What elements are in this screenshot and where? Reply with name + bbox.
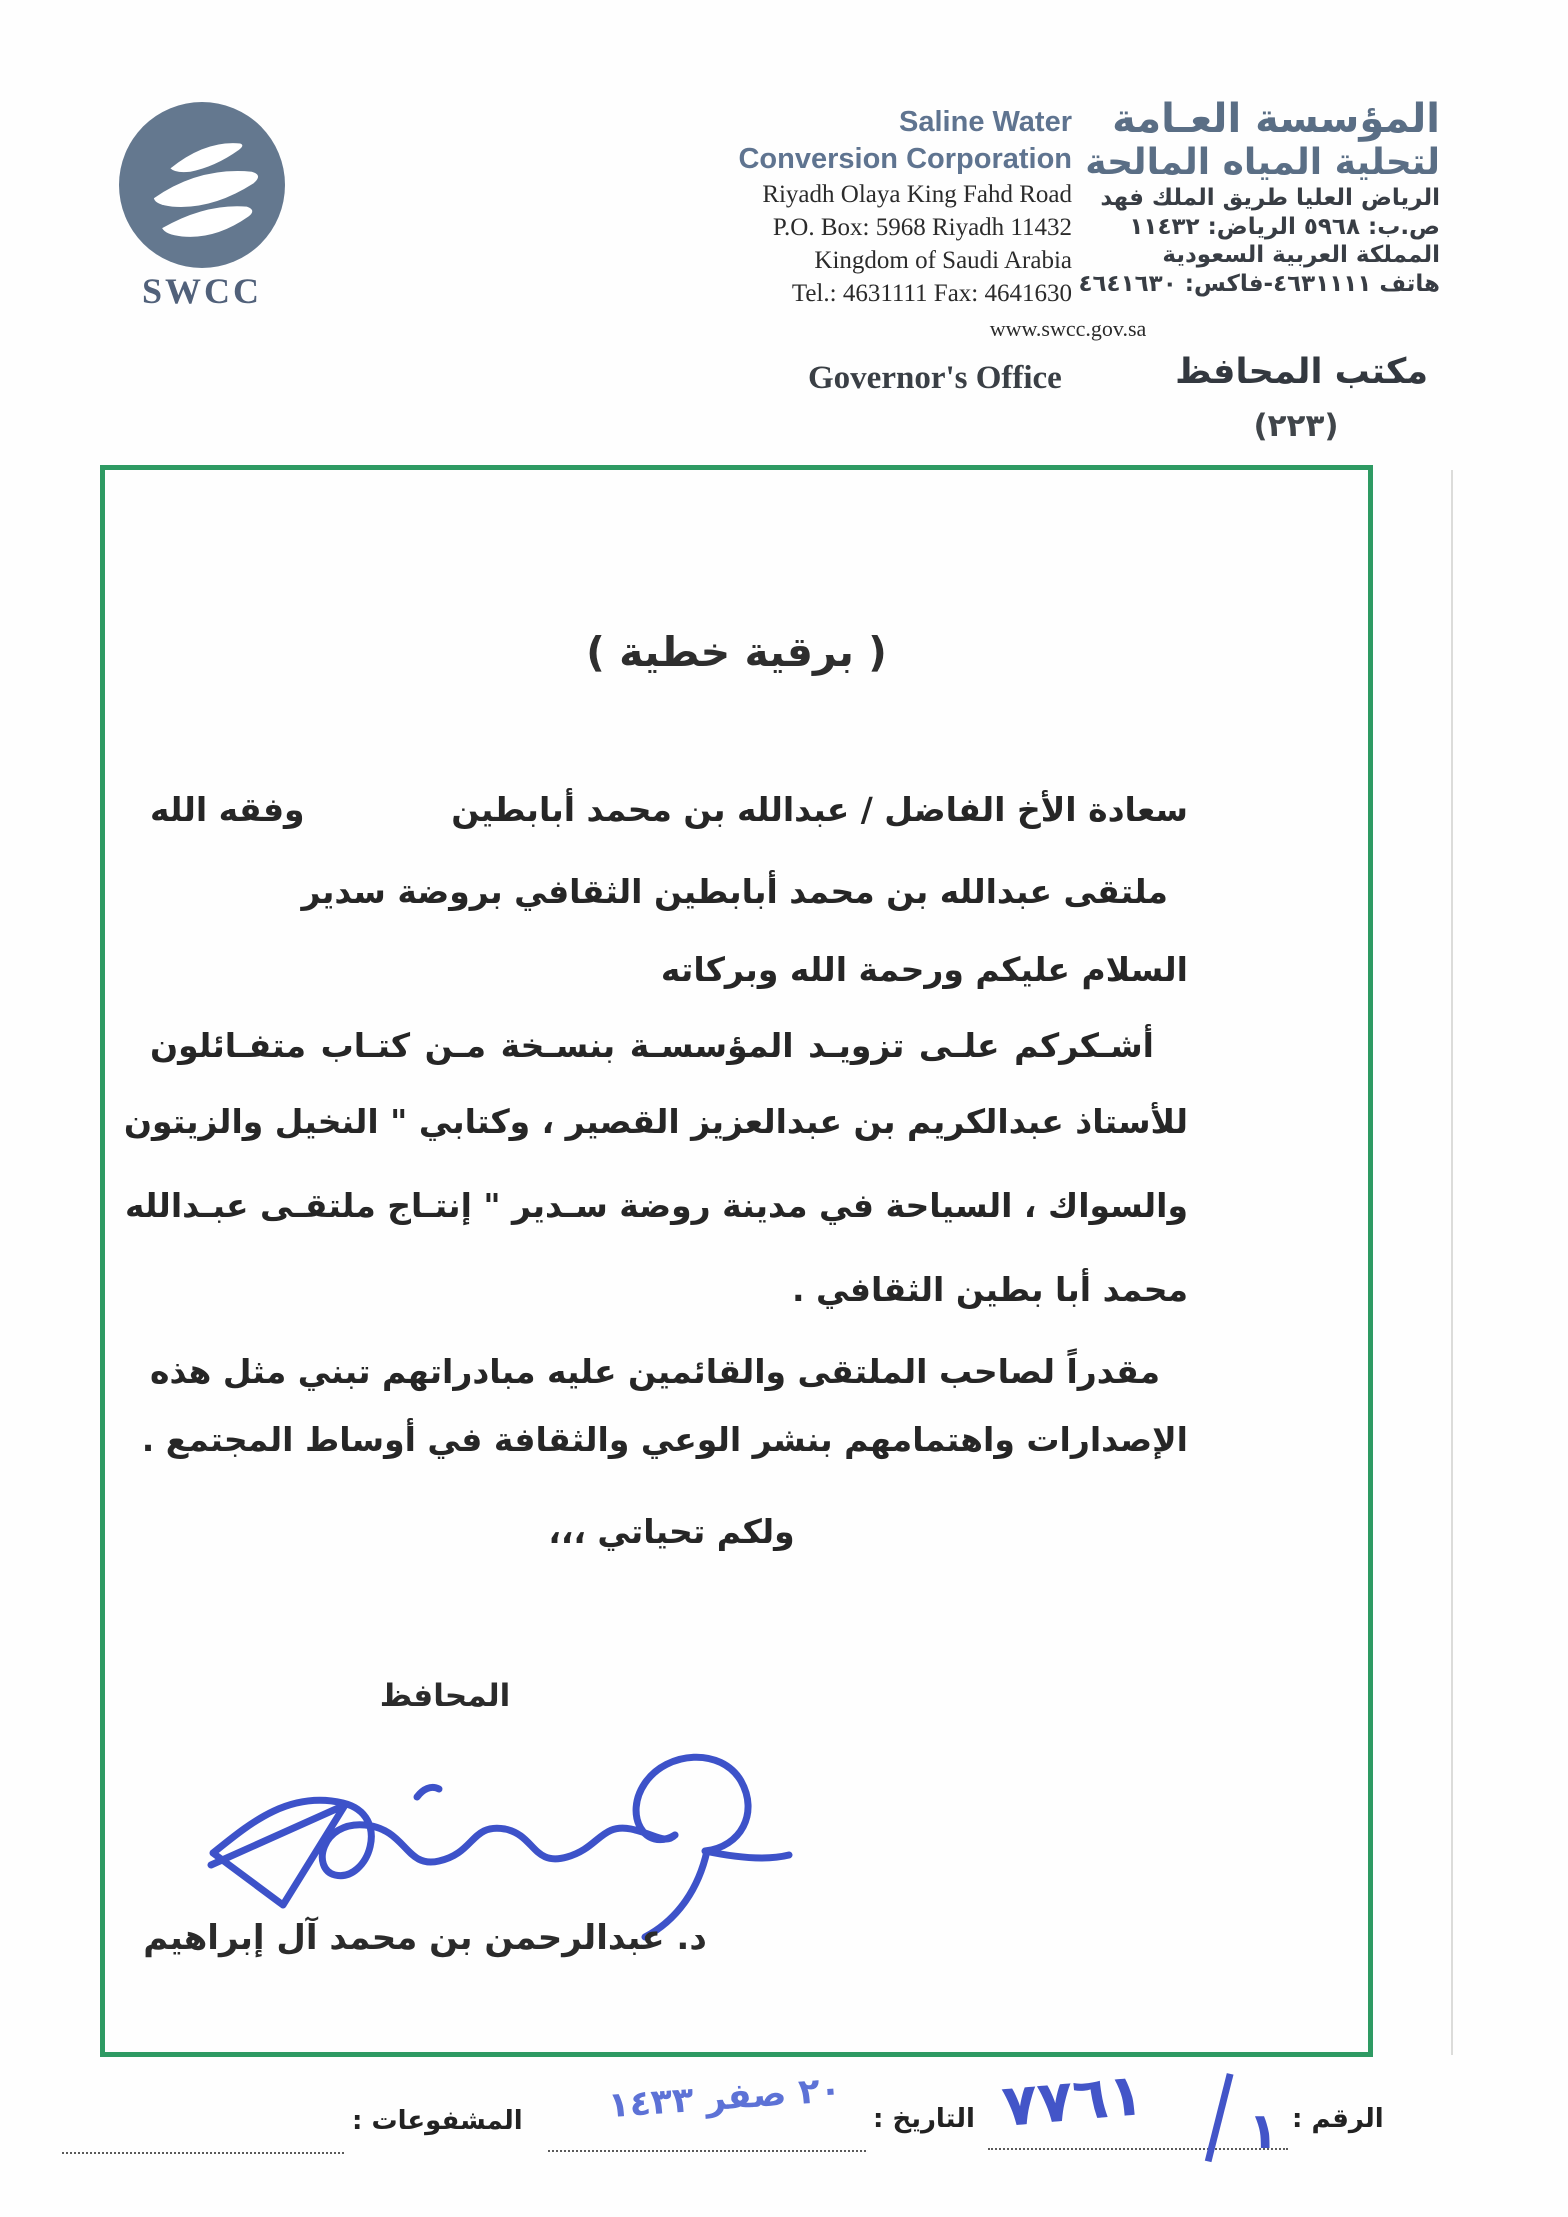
org-name-en-line2: Conversion Corporation xyxy=(738,143,1072,175)
body-line-4: محمد أبا بطين الثقافي . xyxy=(792,1270,1188,1309)
org-address-ar-line3: المملكة العربية السعودية xyxy=(1162,242,1440,268)
letter-title: ( برقية خطية ) xyxy=(586,628,887,676)
org-address-en-line1: Riyadh Olaya King Fahd Road xyxy=(762,181,1072,208)
number-dotted-line xyxy=(988,2148,1288,2150)
org-address-en-line2: P.O. Box: 5968 Riyadh 11432 xyxy=(772,214,1072,241)
date-label: التاريخ : xyxy=(873,2104,975,2134)
office-code-number: (٢٢٣) xyxy=(1253,408,1339,444)
body-line-5: مقدراً لصاحب الملتقى والقائمين عليه مبادراتهم تبني مثل هذه xyxy=(149,1352,1160,1391)
org-name-ar-line1: المؤسسة العـامة xyxy=(1112,96,1440,142)
org-name-en-line1: Saline Water xyxy=(899,106,1072,138)
swcc-waves-icon xyxy=(119,102,285,268)
attachments-dotted-line xyxy=(62,2152,344,2154)
org-address-ar-line2: ص.ب: ٥٩٦٨ الرياض: ١١٤٣٢ xyxy=(1129,213,1440,240)
body-line-6: الإصدارات واهتمامهم بنشر الوعي والثقافة في أوساط المجتمع . xyxy=(141,1420,1188,1459)
header-english-block xyxy=(738,104,1072,310)
office-title-en: Governor's Office xyxy=(808,360,1062,396)
signatory-title: المحافظ xyxy=(379,1678,511,1714)
handwritten-date: ٢٠ صفر ١٤٣٣ xyxy=(606,2069,843,2127)
closing-line: ولكم تحياتي ،،، xyxy=(548,1512,795,1551)
org-name-ar-line2: لتحلية المياه المالحة xyxy=(1085,142,1440,183)
addressee-line xyxy=(150,790,1188,829)
addressee-name: سعادة الأخ الفاضل / عبدالله بن محمد أبابطين xyxy=(451,790,1188,829)
handwritten-number-slash: / xyxy=(1203,2046,1236,2183)
org-website: www.swcc.gov.sa xyxy=(989,316,1147,341)
header-arabic-block xyxy=(1078,96,1440,298)
number-label: الرقم : xyxy=(1292,2104,1384,2134)
org-address-ar-line1: الرياض العليا طريق الملك فهد xyxy=(1100,185,1440,211)
body-line-2: للأستاذ عبدالكريم بن عبدالعزيز القصير ، وكتابي " النخيل والزيتون xyxy=(123,1102,1188,1141)
scan-artifact-line xyxy=(1451,470,1453,2055)
org-address-en-line3: Kingdom of Saudi Arabia xyxy=(814,247,1072,274)
org-address-ar-line4: هاتف ٤٦٣١١١١-فاكس: ٤٦٤١٦٣٠ xyxy=(1078,270,1440,297)
swcc-logo-text: SWCC xyxy=(141,271,263,311)
office-title-ar: مكتب المحافظ xyxy=(1175,352,1428,392)
body-line-3: والسواك ، السياحة في مدينة روضة سـدير " إنتـاج ملتقـى عبـدالله xyxy=(124,1186,1188,1225)
handwritten-signature xyxy=(193,1705,803,1950)
date-dotted-line xyxy=(548,2150,866,2152)
body-line-1: أشـكركم علـى تزويـد المؤسسـة بنسـخة مـن كتـاب متفـائلون xyxy=(150,1026,1154,1065)
addressee-blessing: وفقه الله xyxy=(150,790,305,829)
handwritten-number: ٧٧٦١ xyxy=(999,2059,1147,2141)
org-address-en-line4: Tel.: 4631111 Fax: 4641630 xyxy=(791,280,1072,307)
swcc-logo xyxy=(112,102,292,312)
attachments-label: المشفوعات : xyxy=(352,2106,523,2136)
handwritten-number-page: ١ xyxy=(1248,2102,1279,2160)
signatory-name: د. عبدالرحمن بن محمد آل إبراهيم xyxy=(143,1918,707,1958)
salutation-line: السلام عليكم ورحمة الله وبركاته xyxy=(660,950,1188,989)
letter-green-border-box xyxy=(100,465,1373,2057)
addressee-org-line: ملتقى عبدالله بن محمد أبابطين الثقافي بروضة سدير xyxy=(301,872,1168,911)
